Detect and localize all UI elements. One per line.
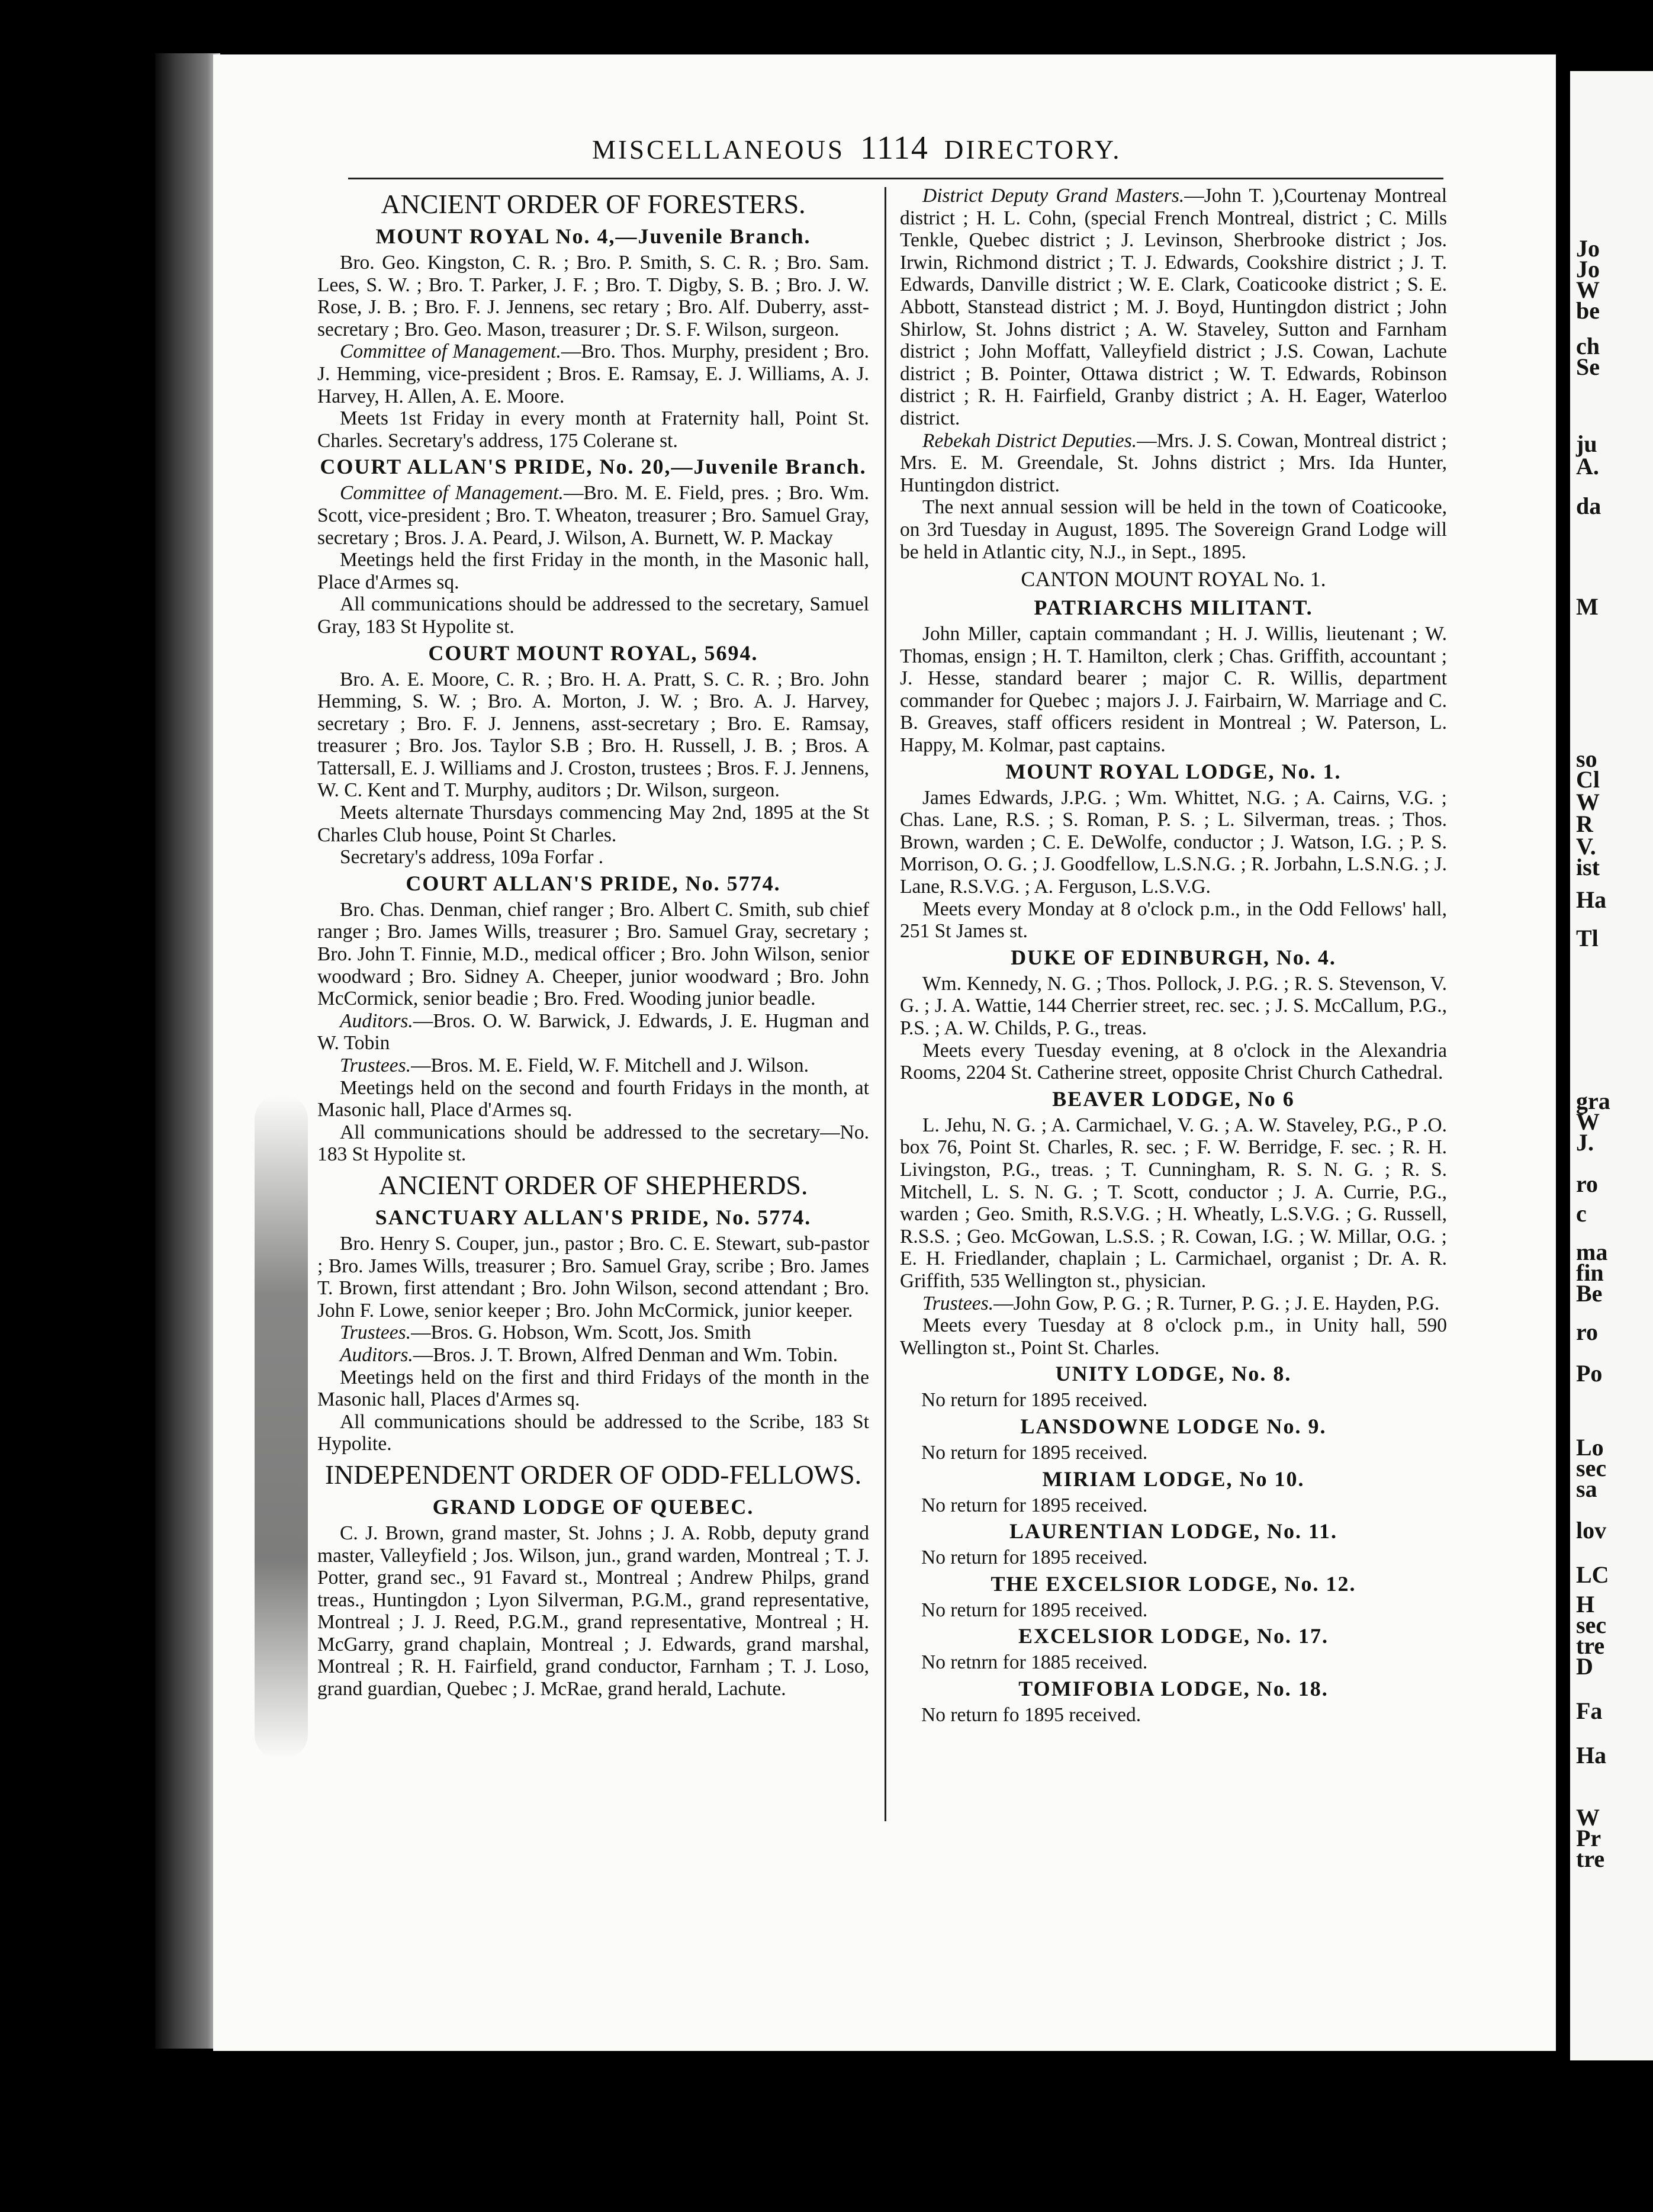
entry-text: Meets every Monday at 8 o'clock p.m., in the Odd Fellows' hall, 251 St James st. [900,898,1447,943]
entry-paragraph [317,1010,869,1054]
entry-paragraph [317,1367,869,1411]
entry-paragraph [900,1040,1447,1084]
entry-text: Meetings held on the second and fourth Fridays in the month, at Masonic hall, Place d'Armes sq. [317,1076,869,1121]
entry-paragraph [317,846,869,869]
running-header [592,131,1122,165]
adjacent-page-fragment: A. [1576,453,1599,480]
entry-paragraph [317,1233,869,1322]
entry-text: Meets every Tuesday evening, at 8 o'clock in the Alexandria Rooms, 2204 St. Catherine street, opposite Christ Church Cathedral. [900,1039,1447,1084]
entry-text: Bro. Chas. Denman, chief ranger ; Bro. Albert C. Smith, sub chief ranger ; Bro. James Wills, treasurer ; Bro. Samuel Gray, secretary ; Bro. John T. Finnie, M.D., medical officer ; Bro. John Wilson, senior woodward ; Bro. Sidney A. Cheeper, junior woodward ; Bro. John McCormick, senior beadie ; Bro. Fred. Wooding junior beadle. [317,898,869,1010]
adjacent-page-fragment: J. [1576,1129,1594,1156]
page-number: 1114 [860,130,929,166]
entry-text: All communications should be addressed to the Scribe, 183 St Hypolite. [317,1410,869,1455]
adjacent-page-fragment: Pr [1576,1825,1601,1851]
section-heading: EXCELSIOR LODGE, No. 17. [1018,1624,1329,1648]
entry-lead: Trustees. [340,1054,411,1076]
entry-text: Bro. Henry S. Couper, jun., pastor ; Bro. C. E. Stewart, sub-pastor ; Bro. James Wills, treasurer ; Bro. Samuel Gray, scribe ; Bro. James T. Brown, first attendant ; Bro. John Wilson, second attendant ; Bro. John F. Lowe, senior keeper ; Bro. John McCormick, junior keeper. [317,1232,869,1322]
section-heading: TOMIFOBIA LODGE, No. 18. [1018,1676,1329,1700]
adjacent-page-fragment: Po [1576,1360,1603,1387]
entry-text: —John Gow, P. G. ; R. Turner, P. G. ; J. E. Hayden, P.G. [993,1292,1440,1314]
entry-paragraph [317,1344,869,1367]
adjacent-page-fragment: so [1576,745,1597,772]
entry-paragraph [900,898,1447,943]
adjacent-page-edge [1570,71,1653,2060]
entry-text: No return fo 1895 received. [921,1703,1141,1726]
entry-lead: Rebekah District Deputies. [922,429,1137,452]
adjacent-page-fragment: be [1576,297,1600,324]
entry-text: James Edwards, J.P.G. ; Wm. Whittet, N.G. ; A. Cairns, V.G. ; Chas. Lane, R.S. ; S. Roman, P. S. ; L. Silverman, treas. ; Thos. Brown, warden ; C. E. DeWolfe, conductor ; J. Watson, I.G. ; P. S. Morrison, O. G. ; J. Goodfellow, L.S.N.G. ; R. Jorbahn, L.S.N.G. ; J. Lane, R.S.V.G. ; A. Ferguson, L.S.V.G. [900,786,1447,898]
section-heading: LAURENTIAN LODGE, No. 11. [1009,1519,1338,1544]
entry-lead: District Deputy Grand Masters. [922,185,1185,207]
entry-text: Meetings held the first Friday in the month, in the Masonic hall, Place d'Armes sq. [317,549,869,593]
entry-text: —Bros. J. T. Brown, Alfred Denman and Wm. Tobin. [413,1343,838,1366]
adjacent-page-fragment: W [1576,1804,1600,1831]
entry-paragraph [900,973,1447,1040]
adjacent-page-fragment: LC [1576,1561,1609,1588]
entry-text: —Bros. O. W. Barwick, J. Edwards, J. E. Hugman and W. Tobin [317,1009,869,1054]
entry-paragraph [900,1293,1447,1315]
return-notice [900,1547,1447,1569]
entry-text: —Bro. Thos. Murphy, president ; Bro. J. Hemming, vice-president ; Bros. E. Ramsay, E. J. Williams, A. J. Harvey, H. Allen, A. E. Moore. [317,340,869,407]
entry-lead: Committee of Management. [340,340,561,363]
section-heading: LANSDOWNE LODGE No. 9. [1020,1414,1327,1438]
book-binding [155,53,220,2049]
entry-paragraph [317,1054,869,1077]
entry-lead: Auditors. [340,1343,413,1366]
binding-shadow [255,1095,308,1758]
adjacent-page-fragment: tre [1576,1846,1605,1872]
entry-text: Bro. Geo. Kingston, C. R. ; Bro. P. Smith, S. C. R. ; Bro. Sam. Lees, S. W. ; Bro. T. Parker, J. F. ; Bro. T. Digby, S. B. ; Bro. J. W. Rose, J. B. ; Bro. F. J. Jennens, sec retary ; Bro. Alf. Duberry, asst-secretary ; Bro. Geo. Mason, treasurer ; Dr. S. F. Wilson, surgeon. [317,252,869,340]
entry-lead: Committee of Management. [340,482,564,504]
entry-paragraph [317,1522,869,1700]
entry-text: —Mrs. J. S. Cowan, Montreal district ; Mrs. E. M. Greendale, St. Johns district ; Mrs. Ida Hunter, Huntingdon district. [900,429,1447,496]
section-heading: THE EXCELSIOR LODGE, No. 12. [990,1571,1356,1596]
entry-paragraph [317,407,869,452]
adjacent-page-fragment: D [1576,1653,1593,1680]
section-heading: ANCIENT ORDER OF SHEPHERDS. [378,1169,808,1200]
adjacent-page-fragment: sec [1576,1612,1607,1638]
entry-paragraph [317,1411,869,1455]
adjacent-page-fragment: Be [1576,1280,1603,1307]
section-heading: INDEPENDENT ORDER OF ODD-FELLOWS. [324,1459,862,1490]
adjacent-page-fragment: H [1576,1591,1595,1618]
entry-text: John Miller, captain commandant ; H. J. Willis, lieutenant ; W. Thomas, ensign ; H. T. Hamilton, clerk ; Chas. Griffith, accountant ; J. Hesse, standard bearer ; major C. R. Willis, department commander for Quebec ; majors J. J. Fairbairn, W. Marriage and C. B. Greaves, staff officers resident in Montreal ; W. Paterson, L. Happy, M. Kolmar, past captains. [900,623,1447,757]
adjacent-page-fragment: ro [1576,1319,1599,1345]
entry-paragraph [317,252,869,340]
section-heading: COURT MOUNT ROYAL, 5694. [428,641,758,665]
entry-paragraph [900,1314,1447,1359]
adjacent-page-fragment: R [1576,811,1593,837]
section-heading: MIRIAM LODGE, No 10. [1042,1467,1305,1491]
adjacent-page-fragment: W [1576,276,1600,303]
adjacent-page-fragment: W [1576,789,1600,815]
adjacent-page-fragment: Lo [1576,1434,1604,1461]
adjacent-page-fragment: ju [1576,430,1597,457]
entry-paragraph [900,496,1447,563]
entry-text: All communications should be addressed to the secretary—No. 183 St Hypolite st. [317,1121,869,1166]
section-heading: BEAVER LODGE, No 6 [1052,1086,1295,1111]
return-notice [900,1442,1447,1464]
adjacent-page-fragment: sec [1576,1455,1607,1481]
left-column [317,185,869,1700]
section-heading: COURT ALLAN'S PRIDE, No. 5774. [406,871,781,895]
adjacent-page-fragment: da [1576,493,1601,519]
entry-text: The next annual session will be held in the town of Coaticooke, on 3rd Tuesday in August, 1895. The Sovereign Grand Lodge will be held in Atlantic city, N.J., in Sept., 1895. [900,496,1447,563]
adjacent-page-fragment: Tl [1576,925,1599,951]
entry-lead: Trustees. [922,1292,994,1314]
section-heading: CANTON MOUNT ROYAL No. 1. [1021,567,1326,591]
section-heading: PATRIARCHS MILITANT. [1034,596,1313,620]
header-rule [348,178,1443,179]
entry-paragraph [900,623,1447,757]
entry-text: —Bro. M. E. Field, pres. ; Bro. Wm. Scott, vice-president ; Bro. T. Wheaton, treasurer ; Bro. Samuel Gray, secretary ; Bros. J. A. Peard, J. Wilson, A. Burnett, W. P. Mackay [317,482,869,549]
adjacent-page-fragment: ch [1576,333,1600,359]
header-left: MISCELLANEOUS [592,135,845,165]
adjacent-page-fragment: sa [1576,1475,1597,1502]
return-notice [900,1494,1447,1517]
section-heading: COURT ALLAN'S PRIDE, No. 20,—Juvenile Branch. [320,455,867,479]
entry-text: Meetings held on the first and third Fridays of the month in the Masonic hall, Places d'Armes sq. [317,1366,869,1411]
adjacent-page-fragment: Cl [1576,766,1600,793]
entry-text: All communications should be addressed to the secretary, Samuel Gray, 183 St Hypolite st. [317,593,869,638]
entry-text: No retnrn for 1885 received. [921,1651,1148,1674]
entry-paragraph [317,668,869,802]
adjacent-page-fragment: V. [1576,833,1596,860]
entry-text: Secretary's address, 109a Forfar . [340,846,604,869]
entry-text: No return for 1895 received. [921,1389,1148,1412]
section-heading: SANCTUARY ALLAN'S PRIDE, No. 5774. [375,1205,812,1229]
entry-paragraph [317,340,869,407]
entry-text: Meets 1st Friday in every month at Fraternity hall, Point St. Charles. Secretary's address, 175 Colerane st. [317,407,869,452]
right-column [900,185,1447,1726]
adjacent-page-fragment: c [1576,1200,1587,1227]
entry-lead: Auditors. [340,1009,413,1032]
adjacent-page-fragment: Jo [1576,256,1600,282]
entry-paragraph [317,593,869,638]
adjacent-page-fragment: ist [1576,854,1600,880]
adjacent-page-fragment: tre [1576,1632,1605,1659]
adjacent-page-fragment: gra [1576,1088,1610,1114]
entry-text: Meets every Tuesday at 8 o'clock p.m., in Unity hall, 590 Wellington st., Point St. Charles. [900,1314,1447,1359]
entry-paragraph [900,787,1447,898]
section-heading: MOUNT ROYAL No. 4,—Juvenile Branch. [375,224,811,248]
return-notice [900,1651,1447,1674]
entry-paragraph [317,1322,869,1344]
adjacent-page-fragment: ma [1576,1239,1608,1265]
entry-text: No return for 1895 received. [921,1494,1148,1516]
section-heading: MOUNT ROYAL LODGE, No. 1. [1005,759,1342,783]
adjacent-page-fragment: W [1576,1108,1600,1135]
entry-paragraph [900,430,1447,497]
entry-paragraph [317,482,869,549]
entry-paragraph [900,185,1447,430]
header-right: DIRECTORY. [944,135,1122,165]
entry-lead: Trustees. [340,1322,411,1344]
entry-text: Bro. A. E. Moore, C. R. ; Bro. H. A. Pratt, S. C. R. ; Bro. John Hemming, S. W. ; Bro. A. Morton, J. W. ; Bro. A. J. Harvey, secretary ; Bro. F. J. Jennens, asst-secretary ; Bro. E. Ramsay, treasurer ; Bro. Jos. Taylor S.B ; Bro. H. Russell, J. B. ; Bros. A Tattersall, E. J. Williams and J. Croston, trustees ; Bros. F. J. Jennens, W. C. Kent and T. Murphy, auditors ; Dr. Wilson, surgeon. [317,668,869,802]
entry-paragraph [317,802,869,846]
entry-text: Meets alternate Thursdays commencing May 2nd, 1895 at the St Charles Club house, Point St Charles. [317,802,869,846]
entry-text: —Bros. M. E. Field, W. F. Mitchell and J. Wilson. [411,1054,809,1076]
adjacent-page-fragment: Jo [1576,235,1600,262]
adjacent-page-fragment: Se [1576,353,1600,380]
adjacent-page-fragment: M [1576,593,1599,620]
section-heading: UNITY LODGE, No. 8. [1055,1362,1292,1386]
entry-text: L. Jehu, N. G. ; A. Carmichael, V. G. ; A. W. Staveley, P.G., P .O. box 76, Point St. Charles, R. sec. ; F. W. Berridge, F. sec. ; R. H. Livingston, P.G., treas. ; T. Cunningham, R. S. N. G. ; R. S. Mitchell, L. S. N. G. ; T. Scott, conductor ; J. A. Currie, P.G., warden ; Geo. Smith, R.S.V.G. ; H. Wheatly, L.S.V.G. ; G. Russell, R.S.S. ; Geo. McGowan, L.S.S. ; R. Cowan, I.G. ; W. Millar, O.G. ; E. H. Friedlander, chaplain ; L. Carmichael, organist ; Dr. A. R. Griffith, 535 Wellington st., physician. [900,1114,1447,1292]
adjacent-page-fragment: lov [1576,1517,1607,1544]
adjacent-page-fragment: ro [1576,1171,1599,1197]
return-notice [900,1599,1447,1622]
section-heading: DUKE OF EDINBURGH, No. 4. [1011,945,1336,969]
return-notice [900,1704,1447,1726]
entry-paragraph [317,1121,869,1166]
adjacent-page-fragment: Fa [1576,1697,1603,1724]
entry-text: No return for 1895 received. [921,1441,1148,1464]
adjacent-page-fragment: Ha [1576,886,1607,913]
entry-text: —Bros. G. Hobson, Wm. Scott, Jos. Smith [411,1322,751,1344]
entry-text: Wm. Kennedy, N. G. ; Thos. Pollock, J. P.G. ; R. S. Stevenson, V. G. ; J. A. Wattie, 144 Cherrier street, rec. sec. ; J. S. McCallum, P.G., P.S. ; A. W. Childs, P. G., treas. [900,972,1447,1039]
section-heading: ANCIENT ORDER OF FORESTERS. [381,189,806,219]
return-notice [900,1389,1447,1412]
section-heading: GRAND LODGE OF QUEBEC. [432,1494,754,1519]
entry-text: C. J. Brown, grand master, St. Johns ; J. A. Robb, deputy grand master, Valleyfield ; Jos. Wilson, jun., grand warden, Montreal ; T. J. Potter, grand sec., 91 Favard st., Montreal ; Andrew Philps, grand treas., Huntingdon ; Lyon Silverman, P.G.M., grand representative, Montreal ; J. J. Reed, P.G.M., grand representative, Montreal ; H. McGarry, grand chaplain, Montreal ; J. Edwards, grand marshal, Montreal ; R. H. Fairfield, grand conductor, Farnham ; T. J. Loso, grand guardian, Quebec ; J. McRae, grand herald, Lachute. [317,1522,869,1700]
entry-text: No return for 1895 received. [921,1547,1148,1569]
entry-paragraph [317,549,869,593]
adjacent-page-fragment: fin [1576,1259,1604,1286]
entry-paragraph [900,1114,1447,1293]
entry-text: No return for 1895 received. [921,1599,1148,1621]
column-divider [885,187,886,1821]
entry-paragraph [317,899,869,1010]
adjacent-page-fragment: Ha [1576,1742,1607,1769]
entry-text: —John T. ),Courtenay Montreal district ; H. L. Cohn, (special French Montreal, district ; C. Mills Tenkle, Quebec district ; J. Levinson, Sherbrooke district ; Jos. Irwin, Richmond district ; T. J. Edwards, Cookshire district ; J. T. Edwards, Danville district ; W. E. Clark, Coaticooke district ; S. E. Abbott, Stanstead district ; M. J. Boyd, Huntingdon district ; John Shirlow, St. Johns district ; A. W. Staveley, Sutton and Farnham district ; John Moffatt, Valleyfield district ; J.S. Cowan, Lachute district ; B. Pointer, Ottawa district ; W. T. Edwards, Robinson district ; R. H. Fairfield, Granby district ; A. H. Eager, Waterloo district. [900,185,1447,429]
entry-paragraph [317,1077,869,1121]
